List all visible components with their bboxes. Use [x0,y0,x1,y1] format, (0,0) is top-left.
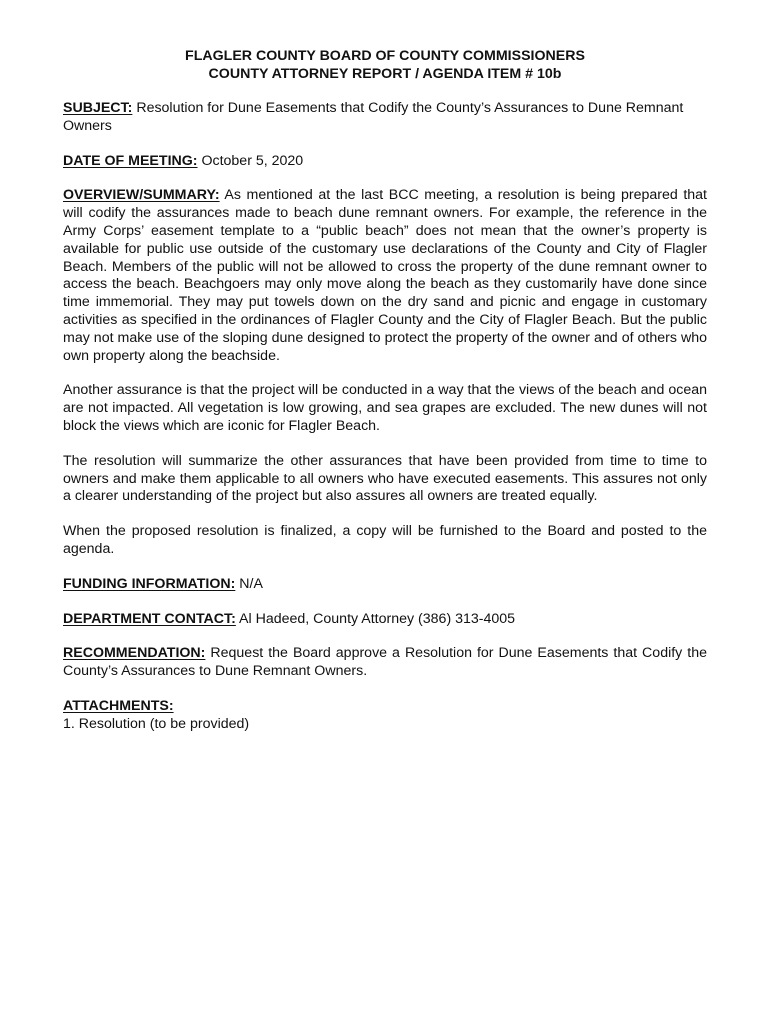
header-line-2: COUNTY ATTORNEY REPORT / AGENDA ITEM # 10b [208,65,562,82]
department-contact-paragraph [63,611,707,629]
funding-text: N/A [235,575,263,592]
document-content [63,48,707,751]
date-of-meeting-text: October 5, 2020 [197,152,304,169]
resolution-summary-section [63,453,707,506]
date-of-meeting-paragraph [63,153,707,171]
date-of-meeting-label: DATE OF MEETING: [63,152,198,169]
department-contact-label: DEPARTMENT CONTACT: [63,610,236,627]
overview-paragraph [63,187,707,365]
funding-paragraph [63,576,707,594]
assurance-paragraph [63,382,707,435]
recommendation-text: Request the Board approve a Resolution for Dune Easements that Codify the County’s Assurances to Dune Remnant Owners. [63,645,707,680]
document-header [63,48,707,83]
attachments-section [63,698,707,734]
views-paragraph: Another assurance is that the project will be conducted in a way that the views of the beach and ocean are not impacted. All vegetation is low growing, and sea grapes are excluded. The new dunes will not block the views which are iconic for Flagler Beach. [63,382,707,434]
attachments-list [63,716,707,734]
overview-label: OVERVIEW/SUMMARY: [63,187,220,204]
attachments-label: ATTACHMENTS: [63,697,174,714]
funding-label: FUNDING INFORMATION: [63,575,236,592]
header-line-1: FLAGLER COUNTY BOARD OF COUNTY COMMISSIONERS [185,48,585,64]
finalized-paragraph: When the proposed resolution is finalized, a copy will be furnished to the Board and posted to the agenda. [63,523,707,557]
subject-text: Resolution for Dune Easements that Codify the County’s Assurances to Dune Remnant Owners [63,100,684,134]
attachments-heading [63,698,707,716]
date-of-meeting-section [63,153,707,171]
subject-label: SUBJECT: [63,100,133,116]
subject-paragraph [63,100,707,136]
department-contact-section [63,611,707,629]
overview-text: As mentioned at the last BCC meeting, a resolution is being prepared that will codify the assurances made to beach dune remnant owners. For example, the reference in the Army Corps’ easement template to a “public beach” does not mean that the owner’s property is available for public use outside of the customary use declarations of the County and City of Flagler Beach. Members of the public will not be allowed to cross the property of the dune remnant owner to access the beach. Beachgoers may only move along the beach as they customarily have done since time immemorial. They may put towels down on the dry sand and picnic and engage in customary activities as specified in the ordinances of Flagler County and the City of Flagler Beach. But the public may not make use of the sloping dune designed to protect the property of the owner and of others who own property along the beachside. [63,187,707,364]
funding-section [63,576,707,594]
recommendation-section [63,645,707,681]
department-contact-text: Al Hadeed, County Attorney (386) 313-4005 [235,610,516,627]
overview-section [63,187,707,365]
finalized-section [63,523,707,559]
subject-section [63,100,707,136]
resolution-summary-paragraph: The resolution will summarize the other assurances that have been provided from time to time to owners and make them applicable to all owners who have executed easements. This assures not only a clearer understanding of the project but also assures all owners are treated equally. [63,452,707,505]
attachment-item: 1. Resolution (to be provided) [63,715,250,732]
recommendation-paragraph [63,645,707,681]
recommendation-label: RECOMMENDATION: [63,645,206,662]
